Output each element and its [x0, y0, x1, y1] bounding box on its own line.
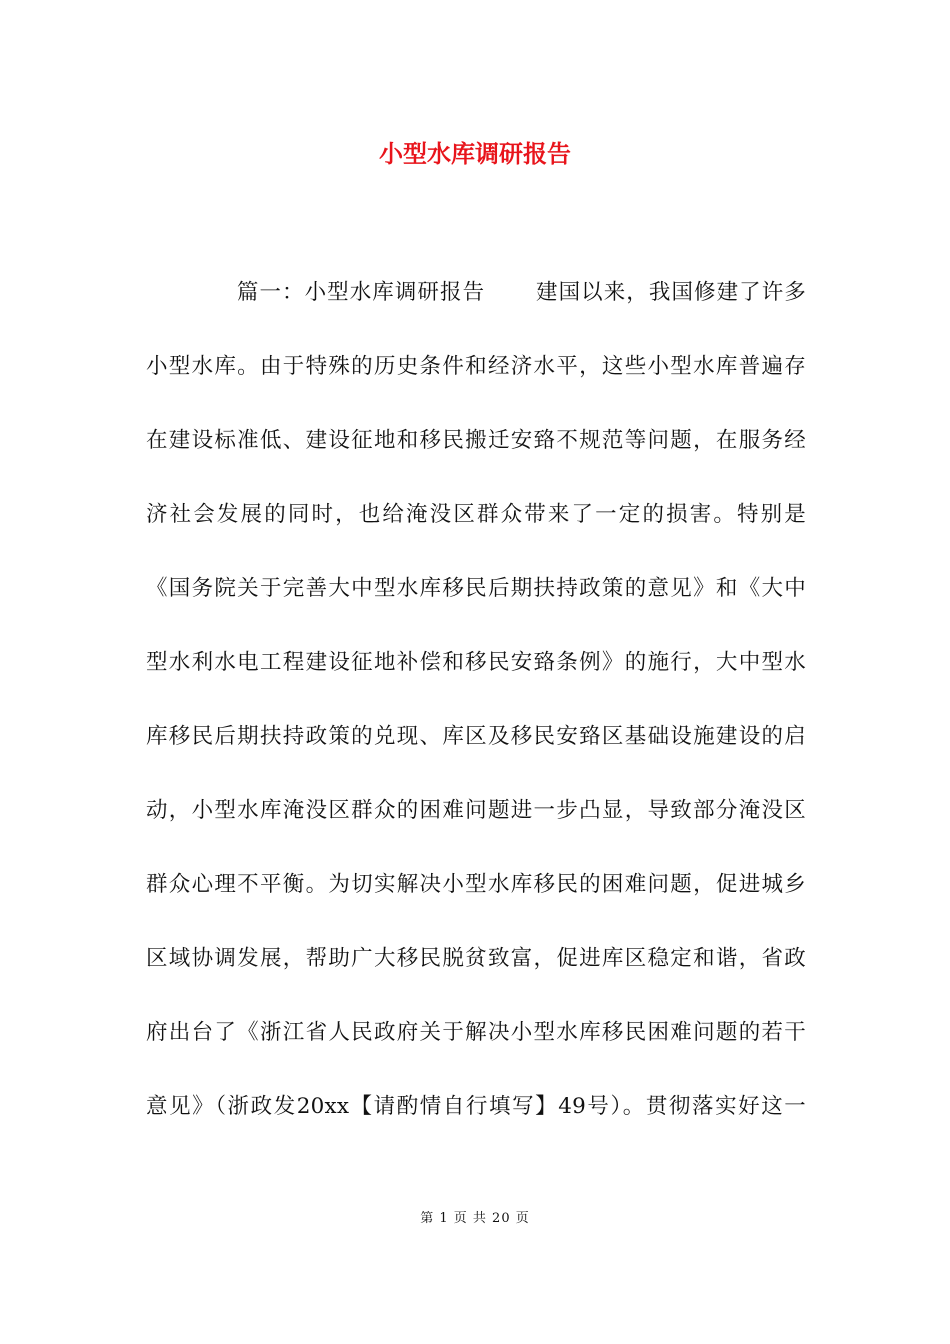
body-line-text: 建国以来，我国修建了许多: [535, 280, 807, 305]
body-line-4: 济社会发展的同时，也给淹没区群众带来了一定的损害。特别是: [146, 502, 806, 527]
body-line-5: 《国务院关于完善大中型水库移民后期扶持政策的意见》和《大中: [146, 576, 806, 601]
document-body: [146, 272, 806, 1160]
body-line-12: 意见》（浙政发20xx【请酌情自行填写】49号）。贯彻落实好这一: [146, 1094, 806, 1119]
document-title: 小型水库调研报告: [379, 139, 571, 168]
body-line-9: 群众心理不平衡。为切实解决小型水库移民的困难问题，促进城乡: [146, 872, 806, 897]
body-line-7: 库移民后期扶持政策的兑现、库区及移民安臵区基础设施建设的启: [146, 724, 806, 749]
body-line-1: [146, 272, 806, 346]
body-line-6: 型水利水电工程建设征地补偿和移民安臵条例》的施行，大中型水: [146, 650, 806, 675]
body-line-10: 区域协调发展，帮助广大移民脱贫致富，促进库区稳定和谐，省政: [146, 946, 806, 971]
body-line-2: 小型水库。由于特殊的历史条件和经济水平，这些小型水库普遍存: [146, 354, 806, 379]
page-number-footer: 第 1 页 共 20 页: [420, 1211, 530, 1226]
body-line-11: 府出台了《浙江省人民政府关于解决小型水库移民困难问题的若干: [146, 1020, 806, 1045]
body-line-3: 在建设标准低、建设征地和移民搬迁安臵不规范等问题，在服务经: [146, 428, 806, 453]
section-heading: 篇一：小型水库调研报告: [236, 280, 486, 305]
body-line-8: 动，小型水库淹没区群众的困难问题进一步凸显，导致部分淹没区: [146, 798, 806, 823]
